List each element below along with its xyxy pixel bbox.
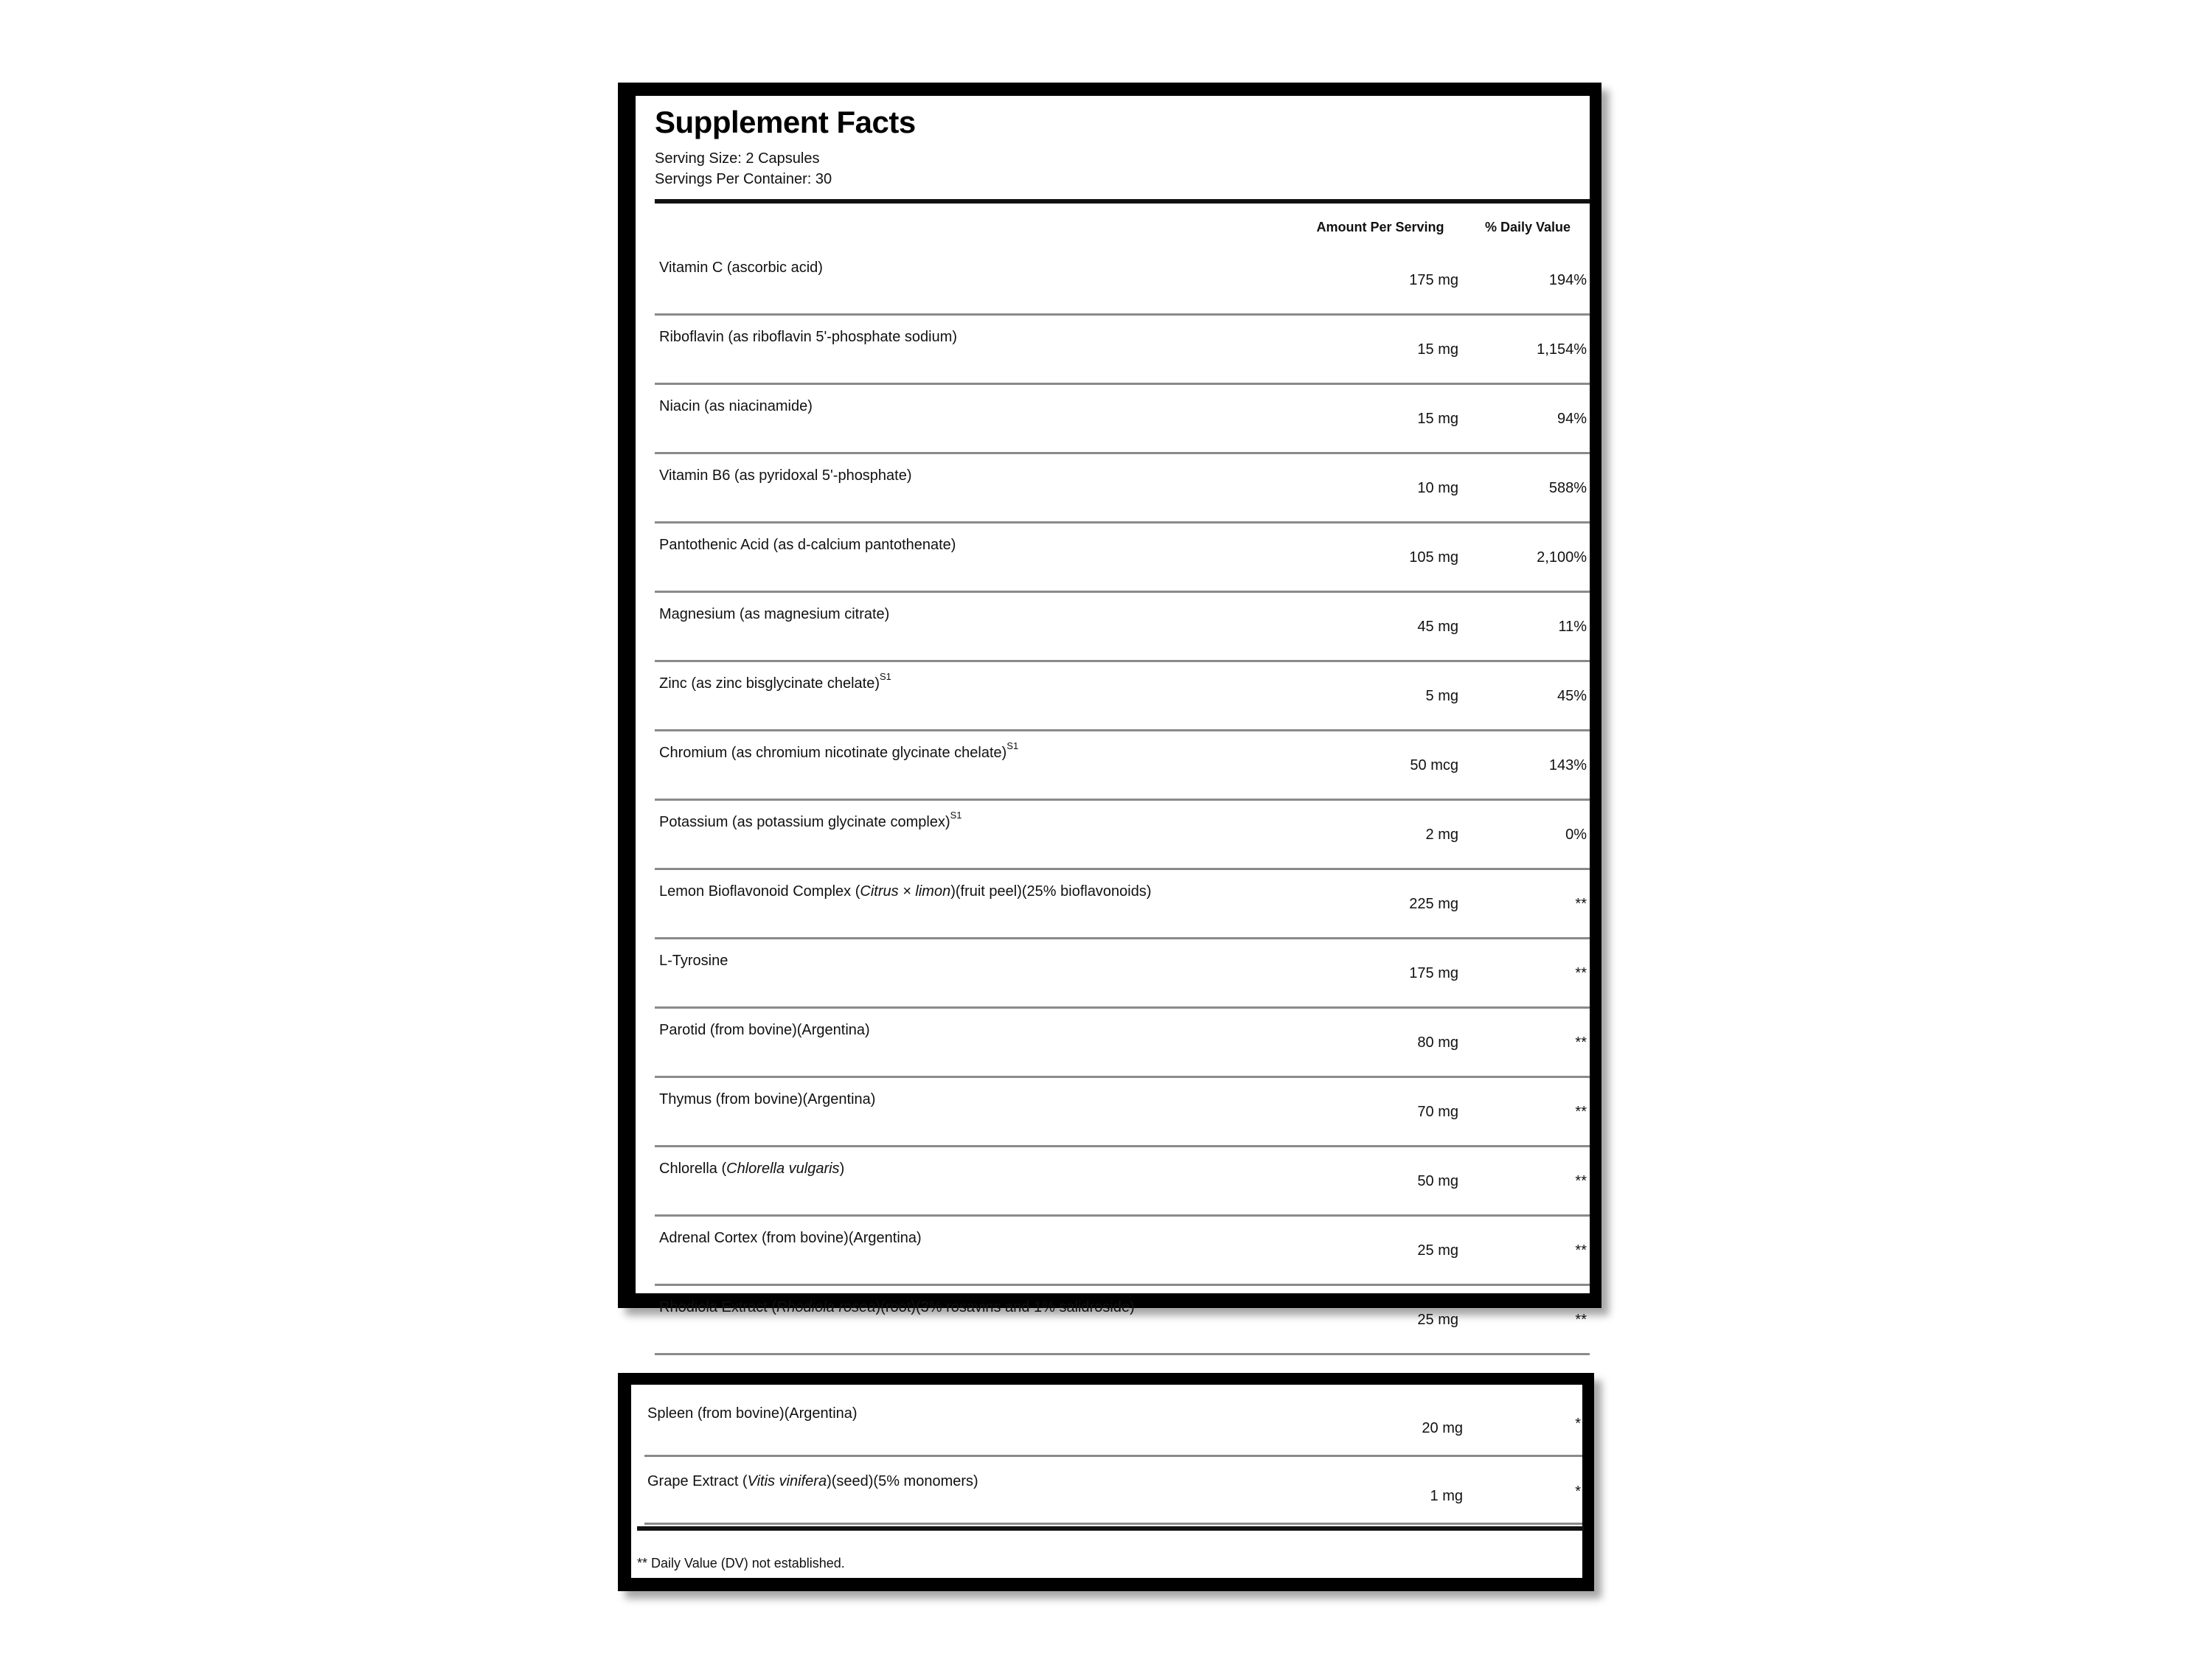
- ingredient-row: [655, 246, 1590, 316]
- ingredient-name: [659, 1230, 922, 1247]
- ingredient-footnote-marker: S1: [1006, 740, 1019, 751]
- ingredient-amount: 2 mg: [1425, 827, 1458, 843]
- ingredient-daily-value: 143%: [1548, 757, 1587, 773]
- ingredient-amount: 25 mg: [1417, 1312, 1458, 1328]
- ingredient-amount: 1 mg: [1430, 1488, 1463, 1504]
- ingredient-daily-value: 0%: [1565, 827, 1587, 843]
- ingredient-amount: 175 mg: [1409, 965, 1458, 981]
- supplement-facts-panel: [618, 83, 1601, 1328]
- supplement-facts-continued-panel: [618, 1373, 1594, 1591]
- ingredient-amount: 80 mg: [1417, 1034, 1458, 1051]
- ingredient-amount: 225 mg: [1409, 896, 1458, 912]
- ingredient-name-text: Adrenal Cortex (from bovine)(Argentina): [659, 1230, 922, 1246]
- ingredient-name-text: Rhodiola Extract (: [659, 1299, 776, 1315]
- ingredient-name-text: Chromium (as chromium nicotinate glycinate chelate): [659, 745, 1007, 761]
- ingredient-name-text: Parotid (from bovine)(Argentina): [659, 1022, 870, 1038]
- header-divider: [655, 199, 1590, 204]
- ingredient-name-text: L-Tyrosine: [659, 953, 728, 969]
- ingredient-daily-value: **: [1575, 965, 1587, 981]
- ingredient-name: [659, 398, 813, 415]
- ingredient-daily-value: **: [1575, 1312, 1587, 1328]
- ingredient-amount: 50 mcg: [1410, 757, 1458, 773]
- ingredient-row: [655, 662, 1590, 731]
- ingredient-row: [655, 1286, 1590, 1355]
- ingredient-name: [659, 1022, 870, 1039]
- ingredient-name-text: Vitamin B6 (as pyridoxal 5'-phosphate): [659, 467, 912, 484]
- ingredient-daily-value: 45%: [1557, 688, 1587, 704]
- ingredient-name-text: Chlorella (: [659, 1161, 727, 1177]
- ingredient-name-text: Magnesium (as magnesium citrate): [659, 606, 890, 622]
- ingredient-botanical-name: Citrus × limon: [860, 883, 951, 900]
- ingredient-name-text: Potassium (as potassium glycinate complex): [659, 814, 950, 830]
- ingredient-amount: 5 mg: [1425, 688, 1458, 704]
- ingredient-daily-value: 1,154%: [1537, 341, 1587, 358]
- ingredient-amount: 20 mg: [1422, 1420, 1463, 1436]
- ingredient-name: [659, 537, 956, 554]
- ingredient-name: [659, 1161, 844, 1178]
- ingredient-name: [647, 1473, 978, 1490]
- ingredient-name: [659, 467, 912, 484]
- servings-per-container: Servings Per Container: 30: [655, 171, 832, 187]
- ingredient-daily-value: 2,100%: [1537, 549, 1587, 566]
- ingredient-name-text: )(root)(3% rosavins and 1% salidroside): [875, 1299, 1135, 1315]
- ingredient-daily-value: **: [1575, 896, 1587, 912]
- ingredient-amount: 50 mg: [1417, 1173, 1458, 1189]
- ingredient-name-text: Thymus (from bovine)(Argentina): [659, 1091, 876, 1107]
- ingredient-name: [659, 883, 1152, 900]
- ingredient-daily-value: *: [1575, 1484, 1581, 1500]
- ingredient-name-text: Riboflavin (as riboflavin 5'-phosphate sodium): [659, 329, 958, 345]
- ingredient-row: [655, 1009, 1590, 1078]
- ingredient-row: [655, 1217, 1590, 1286]
- ingredient-name-text: )(fruit peel)(25% bioflavonoids): [950, 883, 1152, 900]
- daily-value-column-header: % Daily Value: [1484, 220, 1571, 234]
- ingredient-name: [659, 740, 1019, 762]
- facts-title: Supplement Facts: [655, 105, 916, 139]
- ingredient-list-continued: [644, 1389, 1582, 1525]
- ingredient-row: [655, 316, 1590, 385]
- ingredient-row: [655, 1078, 1590, 1147]
- ingredient-name-text: Lemon Bioflavonoid Complex (: [659, 883, 860, 900]
- ingredient-amount: 25 mg: [1417, 1242, 1458, 1259]
- ingredient-amount: 70 mg: [1417, 1104, 1458, 1120]
- ingredient-name-text: ): [839, 1161, 845, 1177]
- ingredient-name: [659, 810, 962, 831]
- ingredient-botanical-name: Chlorella vulgaris: [726, 1161, 840, 1177]
- ingredient-name: [659, 1299, 1135, 1316]
- ingredient-list: [655, 246, 1590, 1355]
- ingredient-name-text: Pantothenic Acid (as d-calcium pantothenate): [659, 537, 956, 553]
- ingredient-row: [655, 731, 1590, 801]
- ingredient-daily-value: **: [1575, 1173, 1587, 1189]
- ingredient-botanical-name: Vitis vinifera: [747, 1473, 827, 1489]
- ingredient-footnote-marker: S1: [950, 810, 962, 821]
- ingredient-name-text: Niacin (as niacinamide): [659, 398, 813, 414]
- ingredient-daily-value: **: [1575, 1104, 1587, 1120]
- ingredient-name-text: Spleen (from bovine)(Argentina): [647, 1405, 858, 1422]
- ingredient-name-text: )(seed)(5% monomers): [827, 1473, 978, 1489]
- ingredient-row: [655, 385, 1590, 454]
- ingredient-amount: 105 mg: [1409, 549, 1458, 566]
- ingredient-amount: 15 mg: [1417, 411, 1458, 427]
- ingredient-daily-value: **: [1575, 1242, 1587, 1259]
- ingredient-daily-value: 11%: [1558, 619, 1587, 635]
- ingredient-row: [655, 801, 1590, 870]
- ingredient-daily-value: 194%: [1548, 272, 1587, 288]
- ingredient-row: [655, 454, 1590, 524]
- ingredient-row: [655, 524, 1590, 593]
- daily-value-footnote: ** Daily Value (DV) not established.: [637, 1556, 845, 1571]
- serving-size: Serving Size: 2 Capsules: [655, 150, 820, 167]
- ingredient-row: [655, 593, 1590, 662]
- ingredient-name: [659, 1091, 875, 1108]
- ingredient-name-text: Zinc (as zinc bisglycinate chelate): [659, 675, 880, 692]
- ingredient-amount: 45 mg: [1417, 619, 1458, 635]
- ingredient-name: [659, 329, 957, 346]
- ingredient-row: [655, 939, 1590, 1009]
- ingredient-name: [659, 953, 728, 970]
- ingredient-daily-value: 94%: [1557, 411, 1587, 427]
- ingredient-row: [655, 1147, 1590, 1217]
- ingredient-amount: 175 mg: [1409, 272, 1458, 288]
- ingredient-name: [659, 260, 823, 276]
- ingredient-daily-value: **: [1575, 1034, 1587, 1051]
- ingredient-amount: 15 mg: [1417, 341, 1458, 358]
- ingredient-botanical-name: Rhodiola rosea: [776, 1299, 876, 1315]
- ingredient-name-text: Grape Extract (: [647, 1473, 748, 1489]
- ingredient-row: [644, 1389, 1582, 1457]
- ingredient-amount: 10 mg: [1417, 480, 1458, 496]
- ingredient-row: [644, 1457, 1582, 1525]
- ingredient-name-text: Vitamin C (ascorbic acid): [659, 260, 823, 276]
- ingredient-footnote-marker: S1: [880, 671, 891, 682]
- ingredient-row: [655, 870, 1590, 939]
- amount-column-header: Amount Per Serving: [1316, 220, 1444, 234]
- ingredient-daily-value: *: [1575, 1416, 1581, 1432]
- ingredient-name: [647, 1405, 858, 1422]
- ingredient-name: [659, 671, 891, 692]
- ingredient-name: [659, 606, 889, 623]
- ingredient-daily-value: 588%: [1548, 480, 1587, 496]
- footer-divider: [637, 1526, 1584, 1531]
